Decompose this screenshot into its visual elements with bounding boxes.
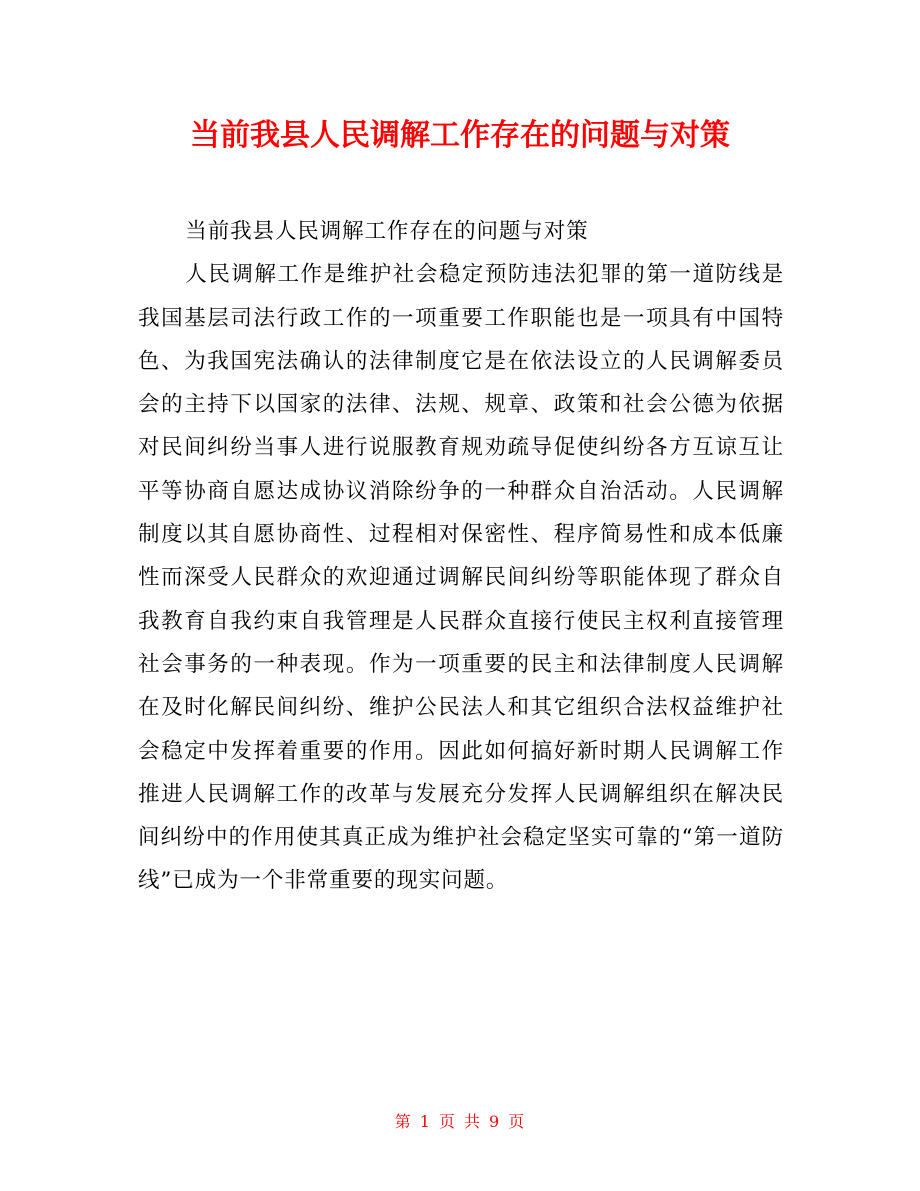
document-content [138, 210, 784, 903]
footer-total-word: 共 [464, 1112, 482, 1131]
footer-suffix: 页 [508, 1112, 526, 1131]
body-paragraph: 人民调解工作是维护社会稳定预防违法犯罪的第一道防线是我国基层司法行政工作的一项重要工作职能也是一项具有中国特色、为我国宪法确认的法律制度它是在依法设立的人民调解委员会的主持下以国家的法律、法规、规章、政策和社会公德为依据对民间纠纷当事人进行说服教育规劝疏导促使纠纷各方互谅互让平等协商自愿达成协议消除纷争的一种群众自治活动。人民调解制度以其自愿协商性、过程相对保密性、程序简易性和成本低廉性而深受人民群众的欢迎通过调解民间纠纷等职能体现了群众自我教育自我约束自我管理是人民群众直接行使民主权利直接管理社会事务的一种表现。作为一项重要的民主和法律制度人民调解在及时化解民间纠纷、维护公民法人和其它组织合法权益维护社会稳定中发挥着重要的作用。因此如何搞好新时期人民调解工作推进人民调解工作的改革与发展充分发挥人民调解组织在解决民间纠纷中的作用使其真正成为维护社会稳定坚实可靠的“第一道防线”已成为一个非常重要的现实问题。 [138, 262, 784, 894]
subtitle-paragraph: 当前我县人民调解工作存在的问题与对策 [185, 219, 589, 244]
footer-total-pages: 9 [489, 1112, 501, 1131]
footer-current-page: 1 [419, 1112, 431, 1131]
footer-page-word: 页 [438, 1112, 456, 1131]
footer-prefix: 第 [394, 1112, 412, 1131]
page-footer [0, 1110, 920, 1134]
document-title: 当前我县人民调解工作存在的问题与对策 [190, 118, 730, 153]
